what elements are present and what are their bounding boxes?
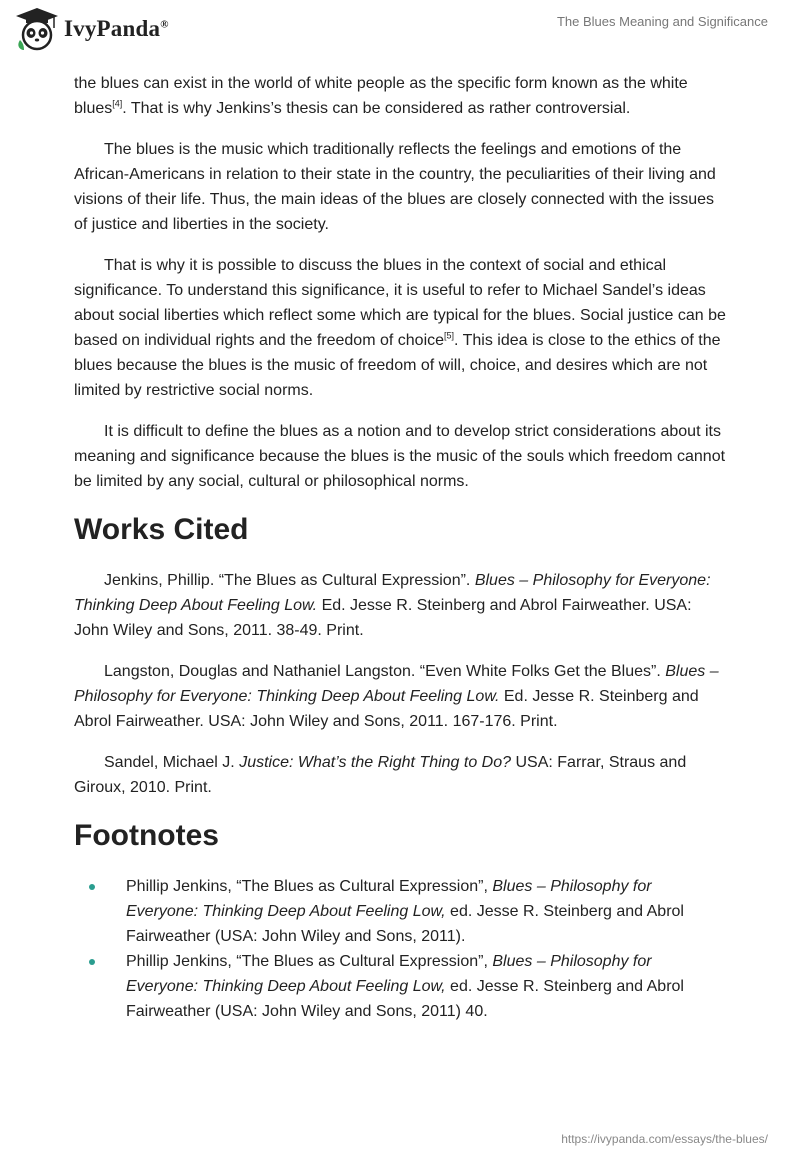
- footnote-ref[interactable]: [4]: [112, 98, 123, 109]
- paragraph: It is difficult to define the blues as a notion and to develop strict considerations about its meaning and significance because the blues is the music of the souls which freedom cannot be limited by any social, cultural or philosophical norms.: [74, 423, 726, 490]
- bullet-icon: [89, 884, 95, 890]
- brand-name: IvyPanda®: [64, 16, 169, 41]
- paragraph: That is why it is possible to discuss the blues in the context of social and ethical significance. To understand this significance, it is useful to refer to Michael Sandel’s ideas about social liberties which reflect some which are typical for the blues. Social justice can be based on individual rights and the freedom of choice[5]. This idea is close to the ethics of the blues because the blues is the music of freedom of will, choice, and desires which are not limited by restrictive social norms.: [74, 257, 726, 399]
- footnote-item: Phillip Jenkins, “The Blues as Cultural Expression”, Blues – Philosophy for Everyone: Thinking Deep About Feeling Low, ed. Jesse R. Steinberg and Abrol Fairweather (USA: John Wiley and Sons, 2011).: [74, 874, 728, 949]
- footnote-ref[interactable]: [5]: [444, 330, 455, 341]
- document-title: The Blues Meaning and Significance: [556, 14, 768, 29]
- paragraph: The blues is the music which traditionally reflects the feelings and emotions of the African-Americans in relation to their state in the country, the peculiarities of their living and visions of their life. Thus, the main ideas of the blues are closely connected with the issues of justice and liberties in the society.: [74, 141, 716, 233]
- panda-graduate-icon: [14, 6, 60, 52]
- citation-entry: Jenkins, Phillip. “The Blues as Cultural Expression”. Blues – Philosophy for Everyone: Thinking Deep About Feeling Low. Ed. Jesse R. Steinberg and Abrol Fairweather. USA: John Wiley and Sons, 2011. 38-49. Print.: [74, 572, 711, 639]
- footnotes-list: [74, 874, 728, 1024]
- footnote-item: Phillip Jenkins, “The Blues as Cultural Expression”, Blues – Philosophy for Everyone: Thinking Deep About Feeling Low, ed. Jesse R. Steinberg and Abrol Fairweather (USA: John Wiley and Sons, 2011) 40.: [74, 949, 728, 1024]
- citation-entry: Langston, Douglas and Nathaniel Langston. “Even White Folks Get the Blues”. Blues – Philosophy for Everyone: Thinking Deep About Feeling Low. Ed. Jesse R. Steinberg and Abrol Fairweather. USA: John Wiley and Sons, 2011. 167-176. Print.: [74, 663, 719, 730]
- ivypanda-logo[interactable]: [14, 6, 169, 52]
- works-cited-heading: Works Cited: [74, 513, 249, 546]
- citation-entry: Sandel, Michael J. Justice: What’s the Right Thing to Do? USA: Farrar, Straus and Giroux, 2010. Print.: [74, 754, 687, 796]
- essay-content: [74, 71, 728, 1024]
- paragraph: the blues can exist in the world of white people as the specific form known as the white blues[4]. That is why Jenkins’s thesis can be considered as rather controversial.: [74, 75, 688, 117]
- page-header: [0, 0, 800, 70]
- source-url[interactable]: https://ivypanda.com/essays/the-blues/: [561, 1132, 768, 1146]
- bullet-icon: [89, 959, 95, 965]
- footnotes-heading: Footnotes: [74, 819, 219, 852]
